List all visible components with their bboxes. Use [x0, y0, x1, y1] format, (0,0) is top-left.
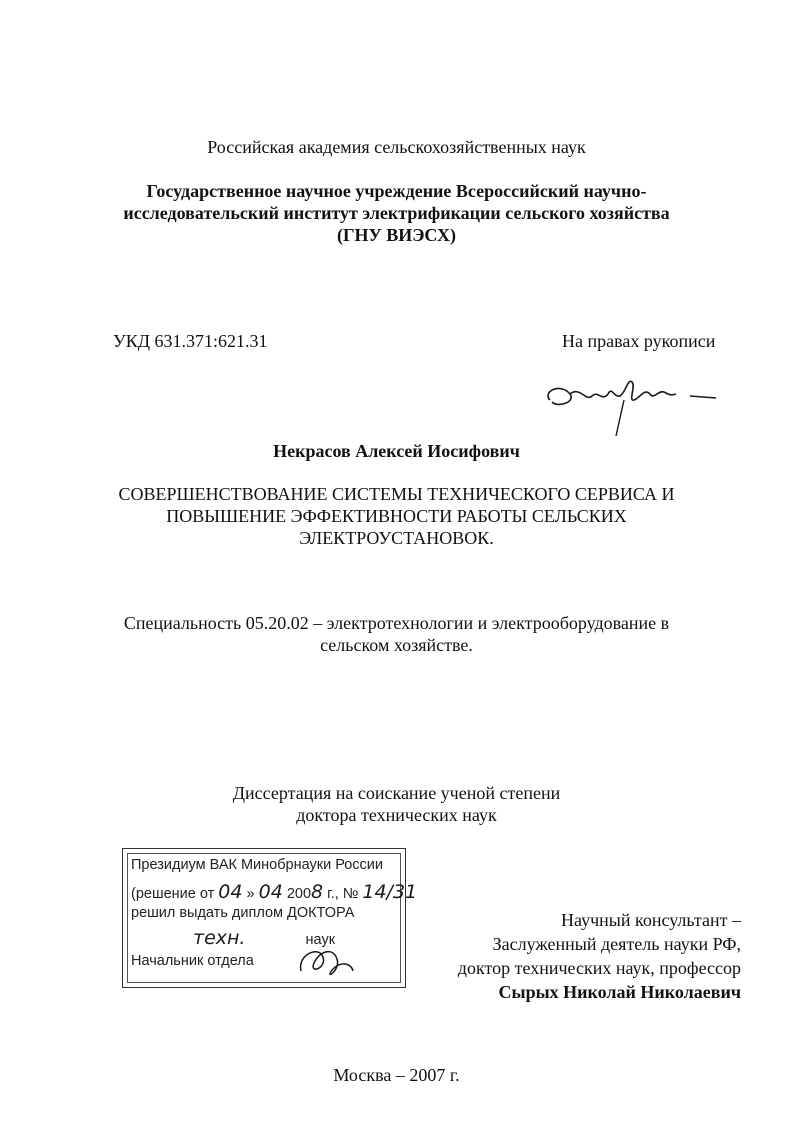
title-line-1: СОВЕРШЕНСТВОВАНИЕ СИСТЕМЫ ТЕХНИЧЕСКОГО СЕРВИСА И: [118, 484, 675, 504]
stamp-number-suffix: /31: [386, 881, 418, 903]
consultant-title: Заслуженный деятель науки РФ,: [492, 934, 741, 954]
title-line-2: ПОВЫШЕНИЕ ЭФФЕКТИВНОСТИ РАБОТЫ СЕЛЬСКИХ: [166, 506, 627, 526]
manuscript-rights: На правах рукописи: [562, 331, 716, 351]
vak-stamp: [122, 848, 418, 988]
stamp-line-5: Начальник отдела: [131, 953, 254, 969]
institution-line-2: исследовательский институт электрификации сельского хозяйства: [123, 203, 670, 223]
stamp-line-1: Президиум ВАК Минобрнауки России: [131, 857, 384, 873]
stamp-year-digit: 8: [311, 881, 324, 903]
stamp-field-suffix: наук: [305, 932, 336, 948]
stamp-line-3: решил выдать диплом ДОКТОРА: [131, 905, 355, 921]
author-name: Некрасов Алексей Иосифович: [273, 441, 520, 461]
author-signature: [540, 372, 720, 442]
academy-name: Российская академия сельскохозяйственных наук: [207, 137, 586, 157]
specialty-line-2: сельском хозяйстве.: [320, 635, 473, 655]
specialty-line-1: Специальность 05.20.02 – электротехнологии и электрооборудование в: [123, 613, 670, 633]
stamp-date-month: 04: [258, 881, 283, 903]
dissertation-line-1: Диссертация на соискание ученой степени: [232, 783, 561, 803]
stamp-year-prefix: 200: [286, 886, 312, 902]
stamp-field-value: техн.: [193, 927, 246, 949]
stamp-number-value: 14: [362, 881, 387, 903]
consultant-label: Научный консультант –: [561, 910, 741, 930]
city-year: Москва – 2007 г.: [333, 1065, 460, 1085]
stamp-signature: [293, 941, 363, 985]
stamp-date-sep: »: [246, 886, 255, 902]
consultant-degree: доктор технических наук, профессор: [457, 958, 741, 978]
stamp-decision-label: (решение от: [131, 886, 215, 902]
stamp-line-2: [131, 881, 417, 903]
institution-line-3: (ГНУ ВИЭСХ): [337, 225, 456, 245]
title-line-3: ЭЛЕКТРОУСТАНОВОК.: [299, 528, 494, 548]
institution-line-1: Государственное научное учреждение Всероссийский научно-: [146, 181, 647, 201]
stamp-number-label: г., №: [327, 886, 359, 902]
udk-code: УКД 631.371:621.31: [113, 331, 268, 351]
consultant-name: Сырых Николай Николаевич: [498, 982, 741, 1002]
dissertation-line-2: доктора технических наук: [296, 805, 497, 825]
stamp-date-day: 04: [218, 881, 243, 903]
